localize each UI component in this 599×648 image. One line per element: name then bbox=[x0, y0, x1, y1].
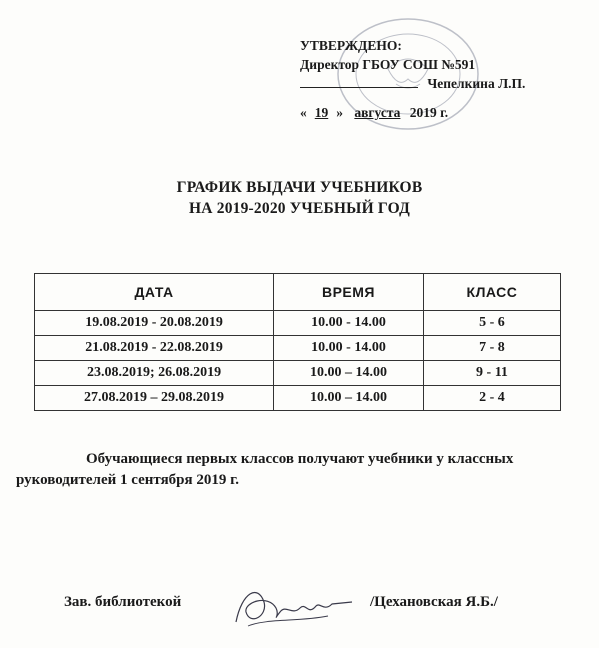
approval-position: Директор ГБОУ СОШ №591 bbox=[300, 57, 476, 72]
cell-class: 5 - 6 bbox=[423, 311, 560, 336]
handwritten-signature-icon bbox=[228, 582, 358, 632]
footer-name: /Цехановская Я.Б./ bbox=[370, 594, 498, 610]
table-header-row bbox=[35, 274, 561, 311]
table-row bbox=[35, 361, 561, 386]
schedule-table bbox=[34, 273, 561, 411]
approval-signature-line bbox=[300, 74, 590, 93]
cell-date: 21.08.2019 - 22.08.2019 bbox=[35, 336, 274, 361]
cell-time: 10.00 – 14.00 bbox=[274, 361, 424, 386]
title-line-2: НА 2019-2020 УЧЕБНЫЙ ГОД bbox=[189, 200, 410, 217]
approval-heading: УТВЕРЖДЕНО: bbox=[300, 38, 402, 53]
date-close-quote: » bbox=[336, 105, 343, 120]
page-title bbox=[0, 177, 599, 219]
cell-time: 10.00 - 14.00 bbox=[274, 311, 424, 336]
cell-time: 10.00 - 14.00 bbox=[274, 336, 424, 361]
date-month: августа bbox=[354, 105, 401, 120]
date-open-quote: « bbox=[300, 105, 307, 120]
cell-date: 23.08.2019; 26.08.2019 bbox=[35, 361, 274, 386]
cell-date: 19.08.2019 - 20.08.2019 bbox=[35, 311, 274, 336]
cell-class: 2 - 4 bbox=[423, 386, 560, 411]
signature-blank bbox=[300, 75, 418, 88]
cell-class: 7 - 8 bbox=[423, 336, 560, 361]
approval-date bbox=[300, 103, 590, 122]
note-text: Обучающиеся первых классов получают учебники у классных руководителей 1 сентября 2019 г. bbox=[16, 451, 514, 488]
approval-signer: Чепелкина Л.П. bbox=[427, 76, 526, 91]
table-row bbox=[35, 336, 561, 361]
header-date: ДАТА bbox=[35, 274, 274, 311]
cell-date: 27.08.2019 – 29.08.2019 bbox=[35, 386, 274, 411]
header-class: КЛАСС bbox=[423, 274, 560, 311]
date-day: 19 bbox=[314, 105, 329, 120]
cell-time: 10.00 – 14.00 bbox=[274, 386, 424, 411]
note-paragraph bbox=[16, 449, 576, 491]
date-year: 2019 г. bbox=[409, 105, 449, 120]
header-time: ВРЕМЯ bbox=[274, 274, 424, 311]
approval-block bbox=[300, 36, 590, 122]
cell-class: 9 - 11 bbox=[423, 361, 560, 386]
title-line-1: ГРАФИК ВЫДАЧИ УЧЕБНИКОВ bbox=[176, 179, 423, 196]
footer-role: Зав. библиотекой bbox=[64, 594, 182, 610]
table-row bbox=[35, 386, 561, 411]
table-row bbox=[35, 311, 561, 336]
